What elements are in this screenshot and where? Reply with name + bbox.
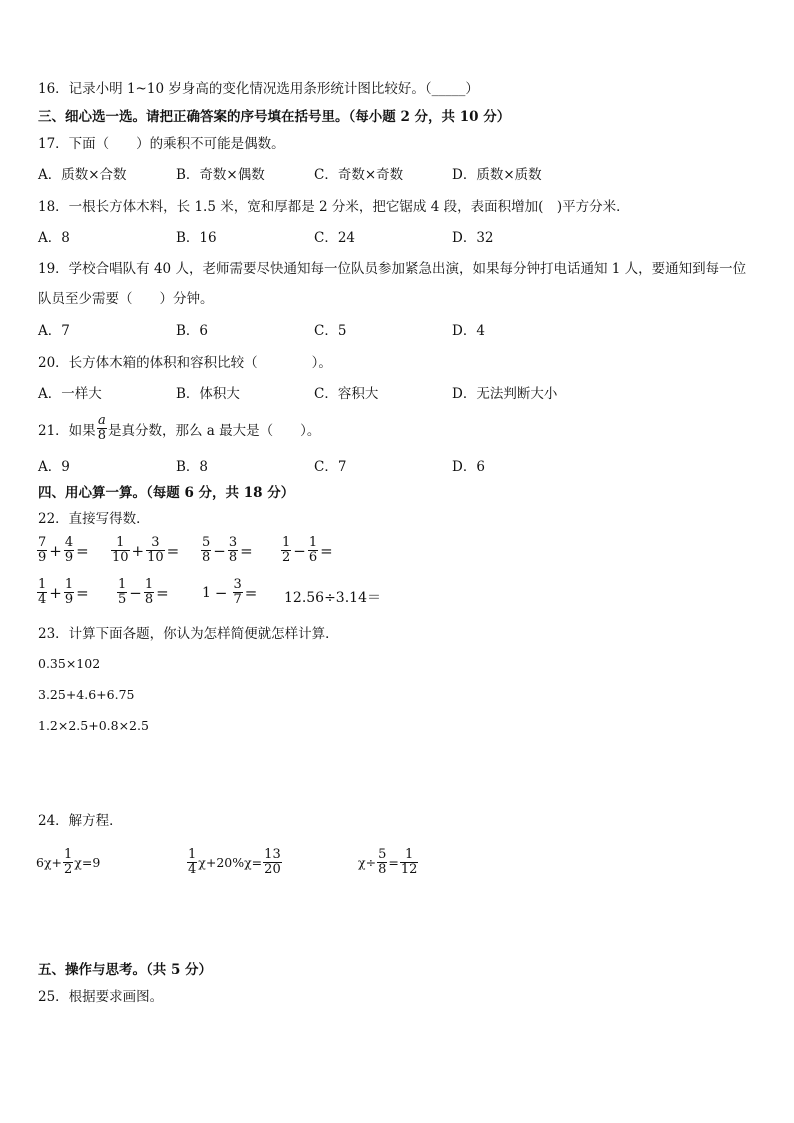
q18-option-c: C．24 (314, 230, 356, 246)
question-17-stem: 17．下面（ ）的乘积不可能是偶数。 (38, 136, 285, 152)
denominator: 9 (64, 592, 74, 607)
eq-lead: 6χ+ (36, 855, 63, 870)
numerator: 7 (38, 535, 47, 550)
q20-option-b: B．体积大 (176, 386, 240, 402)
operator: − (293, 541, 306, 560)
fraction (400, 848, 419, 877)
denominator: 2 (282, 550, 291, 565)
q22-expr-7 (202, 578, 258, 607)
numerator: 3 (228, 535, 238, 550)
equals: = (76, 541, 89, 560)
denominator: 7 (233, 592, 242, 607)
question-22-stem: 22．直接写得数． (38, 511, 150, 527)
q18-option-d: D．32 (452, 230, 494, 246)
q22-expr-4 (280, 536, 334, 565)
operator: − (213, 541, 226, 560)
question-19-stem-line1: 19．学校合唱队有 40 人，老师需要尽快通知每一位队员参加紧急出演，如果每分钟打电话通知 1 人，要通知到每一位 (38, 261, 747, 277)
numerator: 13 (264, 847, 281, 862)
fraction (201, 536, 211, 565)
operator: − (214, 583, 228, 602)
numerator: 1 (38, 577, 47, 592)
numerator: 1 (282, 535, 291, 550)
numerator: 1 (118, 577, 127, 592)
denominator: 4 (188, 862, 197, 877)
lead-number: 1 (202, 584, 211, 601)
q20-option-d: D．无法判断大小 (452, 386, 558, 402)
section-3-heading: 三、细心选一选。请把正确答案的序号填在括号里。（每小题 2 分，共 10 分） (38, 109, 511, 125)
eq-middle: = (388, 855, 399, 870)
q24-equation-3 (358, 848, 419, 877)
section-5-heading: 五、操作与思考。（共 5 分） (38, 962, 213, 978)
numerator: 1 (144, 577, 154, 592)
q23-item-2: 3.25+4.6+6.75 (38, 687, 135, 702)
fraction (377, 848, 387, 877)
denominator: 4 (38, 592, 47, 607)
question-21-stem (38, 414, 320, 443)
equals: = (320, 541, 333, 560)
question-23-stem: 23．计算下面各题，你认为怎样简便就怎样计算． (38, 626, 339, 642)
numerator: 3 (233, 577, 242, 592)
operator: + (131, 541, 145, 560)
fraction (281, 536, 291, 565)
q21-prefix: 21．如果 (38, 422, 96, 439)
q18-option-a: A．8 (38, 230, 70, 246)
q21-suffix: 是真分数，那么 a 最大是（ ）。 (107, 422, 321, 439)
q20-option-a: A．一样大 (38, 386, 102, 402)
q19-option-b: B．6 (176, 323, 209, 339)
denominator: 10 (112, 550, 129, 565)
q21-frac-denominator: 8 (97, 428, 106, 443)
fraction (63, 848, 73, 877)
q22-expr-8: 12.56÷3.14＝ (284, 590, 381, 606)
denominator: 2 (64, 862, 73, 877)
operator: + (49, 583, 62, 602)
q19-option-c: C．5 (314, 323, 347, 339)
q19-option-a: A．7 (38, 323, 70, 339)
denominator: 5 (118, 592, 127, 607)
question-24-stem: 24．解方程． (38, 813, 123, 829)
fraction (228, 536, 238, 565)
q22-expr-2 (110, 536, 180, 565)
q23-item-3: 1.2×2.5+0.8×2.5 (38, 718, 149, 733)
fraction (37, 578, 47, 607)
q21-option-c: C．7 (314, 459, 347, 475)
q17-option-a: A．质数×合数 (38, 167, 127, 183)
equals: = (240, 541, 253, 560)
fraction (187, 848, 197, 877)
denominator: 6 (308, 550, 318, 565)
q21-frac-numerator: a (97, 413, 106, 428)
q21-option-a: A．9 (38, 459, 70, 475)
q22-expr-5 (36, 578, 90, 607)
q22-expr-6 (116, 578, 170, 607)
denominator: 8 (378, 862, 387, 877)
q23-item-1: 0.35×102 (38, 656, 101, 671)
q17-option-c: C．奇数×奇数 (314, 167, 404, 183)
q17-option-d: D．质数×质数 (452, 167, 542, 183)
fraction (233, 578, 243, 607)
q24-equation-2 (186, 848, 283, 877)
denominator: 20 (264, 862, 281, 877)
denominator: 8 (144, 592, 154, 607)
numerator: 5 (378, 847, 387, 862)
q18-option-b: B．16 (176, 230, 217, 246)
question-25-stem: 25．根据要求画图。 (38, 989, 164, 1005)
equals: = (166, 541, 180, 560)
equals: = (156, 583, 169, 602)
fraction (64, 578, 74, 607)
q21-option-b: B．8 (176, 459, 209, 475)
fraction (308, 536, 318, 565)
q22-expr-3 (200, 536, 254, 565)
operator: − (129, 583, 142, 602)
q21-fraction (97, 414, 107, 443)
question-20-stem: 20．长方体木箱的体积和容积比较（ ）。 (38, 355, 332, 371)
fraction (146, 536, 165, 565)
fraction (144, 578, 154, 607)
denominator: 10 (147, 550, 164, 565)
equals: = (76, 583, 89, 602)
q22-expr-1 (36, 536, 90, 565)
eq-tail: χ=9 (74, 855, 101, 870)
denominator: 8 (202, 550, 211, 565)
numerator: 4 (64, 535, 74, 550)
question-16: 16．记录小明 1~10 岁身高的变化情况选用条形统计图比较好。（_____） (38, 81, 479, 97)
eq-lead: χ÷ (358, 855, 377, 870)
numerator: 5 (202, 535, 211, 550)
fraction (64, 536, 74, 565)
question-18-stem: 18．一根长方体木料，长 1.5 米，宽和厚都是 2 分米，把它锯成 4 段，表面积增加( )平方分米． (38, 199, 630, 215)
numerator: 1 (308, 535, 318, 550)
numerator: 1 (64, 577, 74, 592)
operator: + (49, 541, 62, 560)
fraction (263, 848, 282, 877)
numerator: 1 (111, 536, 130, 551)
equals: = (244, 583, 258, 602)
numerator: 1 (188, 847, 197, 862)
question-19-stem-line2: 队员至少需要（ ）分钟。 (38, 291, 214, 307)
fraction (37, 536, 47, 565)
q21-option-d: D．6 (452, 459, 485, 475)
section-4-heading: 四、用心算一算。（每题 6 分，共 18 分） (38, 485, 295, 501)
q24-equation-1 (36, 848, 100, 877)
denominator: 9 (64, 550, 74, 565)
denominator: 12 (400, 862, 418, 877)
denominator: 8 (228, 550, 238, 565)
eq-middle: χ+20%χ= (198, 855, 263, 870)
q19-option-d: D．4 (452, 323, 485, 339)
q17-option-b: B．奇数×偶数 (176, 167, 265, 183)
numerator: 1 (400, 848, 419, 863)
q20-option-c: C．容积大 (314, 386, 379, 402)
denominator: 9 (38, 550, 47, 565)
numerator: 1 (64, 847, 73, 862)
fraction (111, 536, 130, 565)
numerator: 3 (146, 536, 165, 551)
fraction (117, 578, 127, 607)
